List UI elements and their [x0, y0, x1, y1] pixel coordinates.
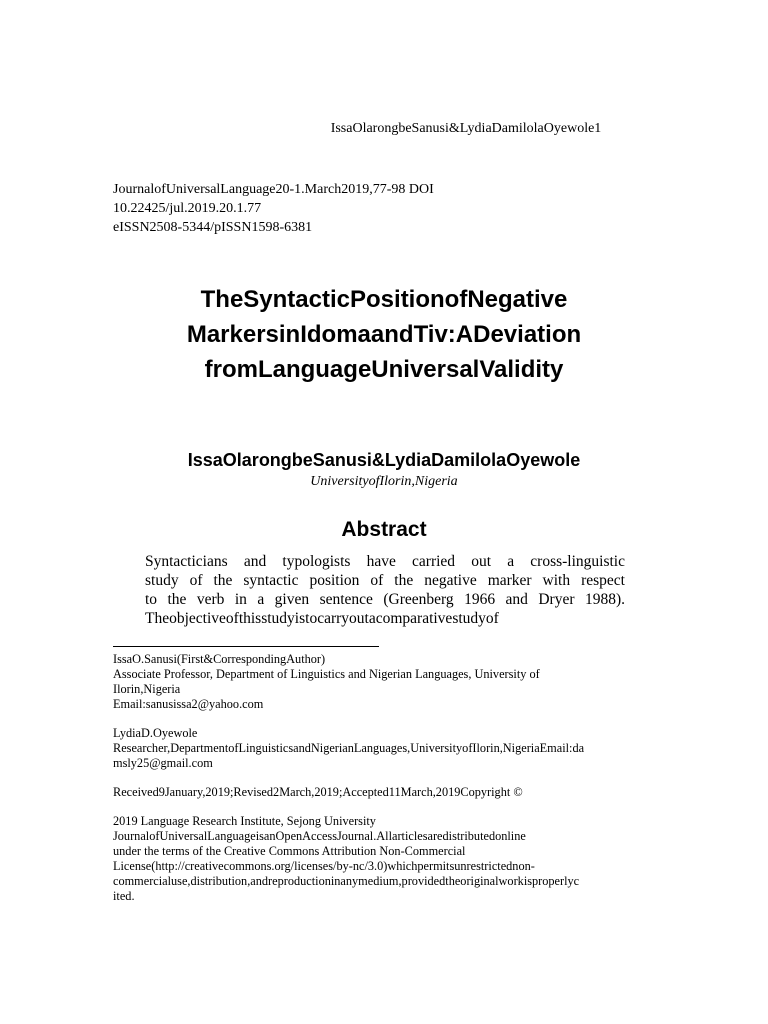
- footnote-author2-position: Researcher,DepartmentofLinguisticsandNigerianLanguages,UniversityofIlorin,NigeriaEmail:da: [113, 741, 585, 755]
- abstract-body: [145, 552, 625, 628]
- footnote-author1-email: Email:sanusissa2@yahoo.com: [113, 697, 264, 711]
- author-affiliation: UniversityofIlorin,Nigeria: [310, 474, 458, 489]
- title-line: TheSyntacticPositionofNegative: [200, 286, 568, 313]
- footnote-author2-email: msly25@gmail.com: [113, 756, 213, 770]
- footnote-separator: [113, 646, 379, 647]
- footnote-dates: Received9January,2019;Revised2March,2019;Accepted11March,2019Copyright ©: [113, 785, 523, 799]
- abstract-line: to the verb in a given sentence (Greenberg 1966 and Dryer 1988).: [145, 591, 625, 608]
- running-head: IssaOlarongbeSanusi&LydiaDamilolaOyewole1: [330, 121, 602, 136]
- footnote-license-line: under the terms of the Creative Commons Attribution Non-Commercial: [113, 844, 466, 858]
- footnote-license-line: JournalofUniversalLanguageisanOpenAccessJournal.Allarticlesaredistributedonline: [113, 829, 526, 843]
- journal-info: [113, 180, 434, 237]
- footnote-license-line: 2019 Language Research Institute, Sejong University: [113, 814, 376, 828]
- footnotes: [113, 652, 668, 904]
- footnote-author2-name: LydiaD.Oyewole: [113, 726, 198, 740]
- journal-citation-line: JournalofUniversalLanguage20-1.March2019,77-98 DOI: [113, 182, 434, 197]
- footnote-author1-position: Ilorin,Nigeria: [113, 682, 181, 696]
- title-line: MarkersinIdomaandTiv:ADeviation: [186, 321, 582, 348]
- footnote-license-line: commercialuse,distribution,andreproductioninanymedium,providedtheoriginalworkisproperlyc: [113, 874, 580, 888]
- footnote-license-line: ited.: [113, 889, 135, 903]
- article-title: [0, 282, 768, 387]
- footnote-author1-position: Associate Professor, Department of Linguistics and Nigerian Languages, University of: [113, 667, 540, 681]
- abstract-line: study of the syntactic position of the negative marker with respect: [145, 572, 625, 589]
- abstract-line: Syntacticians and typologists have carried out a cross-linguistic: [145, 553, 625, 570]
- issn-line: eISSN2508-5344/pISSN1598-6381: [113, 220, 313, 235]
- footnote-license-line: License(http://creativecommons.org/licenses/by-nc/3.0)whichpermitsunrestrictednon-: [113, 859, 535, 873]
- author-names: IssaOlarongbeSanusi&LydiaDamilolaOyewole: [187, 450, 581, 470]
- abstract-line: Theobjectiveofthisstudyistocarryoutacomparativestudyof: [145, 610, 499, 627]
- abstract-heading: Abstract: [341, 518, 427, 541]
- doi-line: 10.22425/jul.2019.20.1.77: [113, 201, 262, 216]
- title-line: fromLanguageUniversalValidity: [204, 356, 564, 383]
- footnote-author1-name: IssaO.Sanusi(First&CorrespondingAuthor): [113, 652, 326, 666]
